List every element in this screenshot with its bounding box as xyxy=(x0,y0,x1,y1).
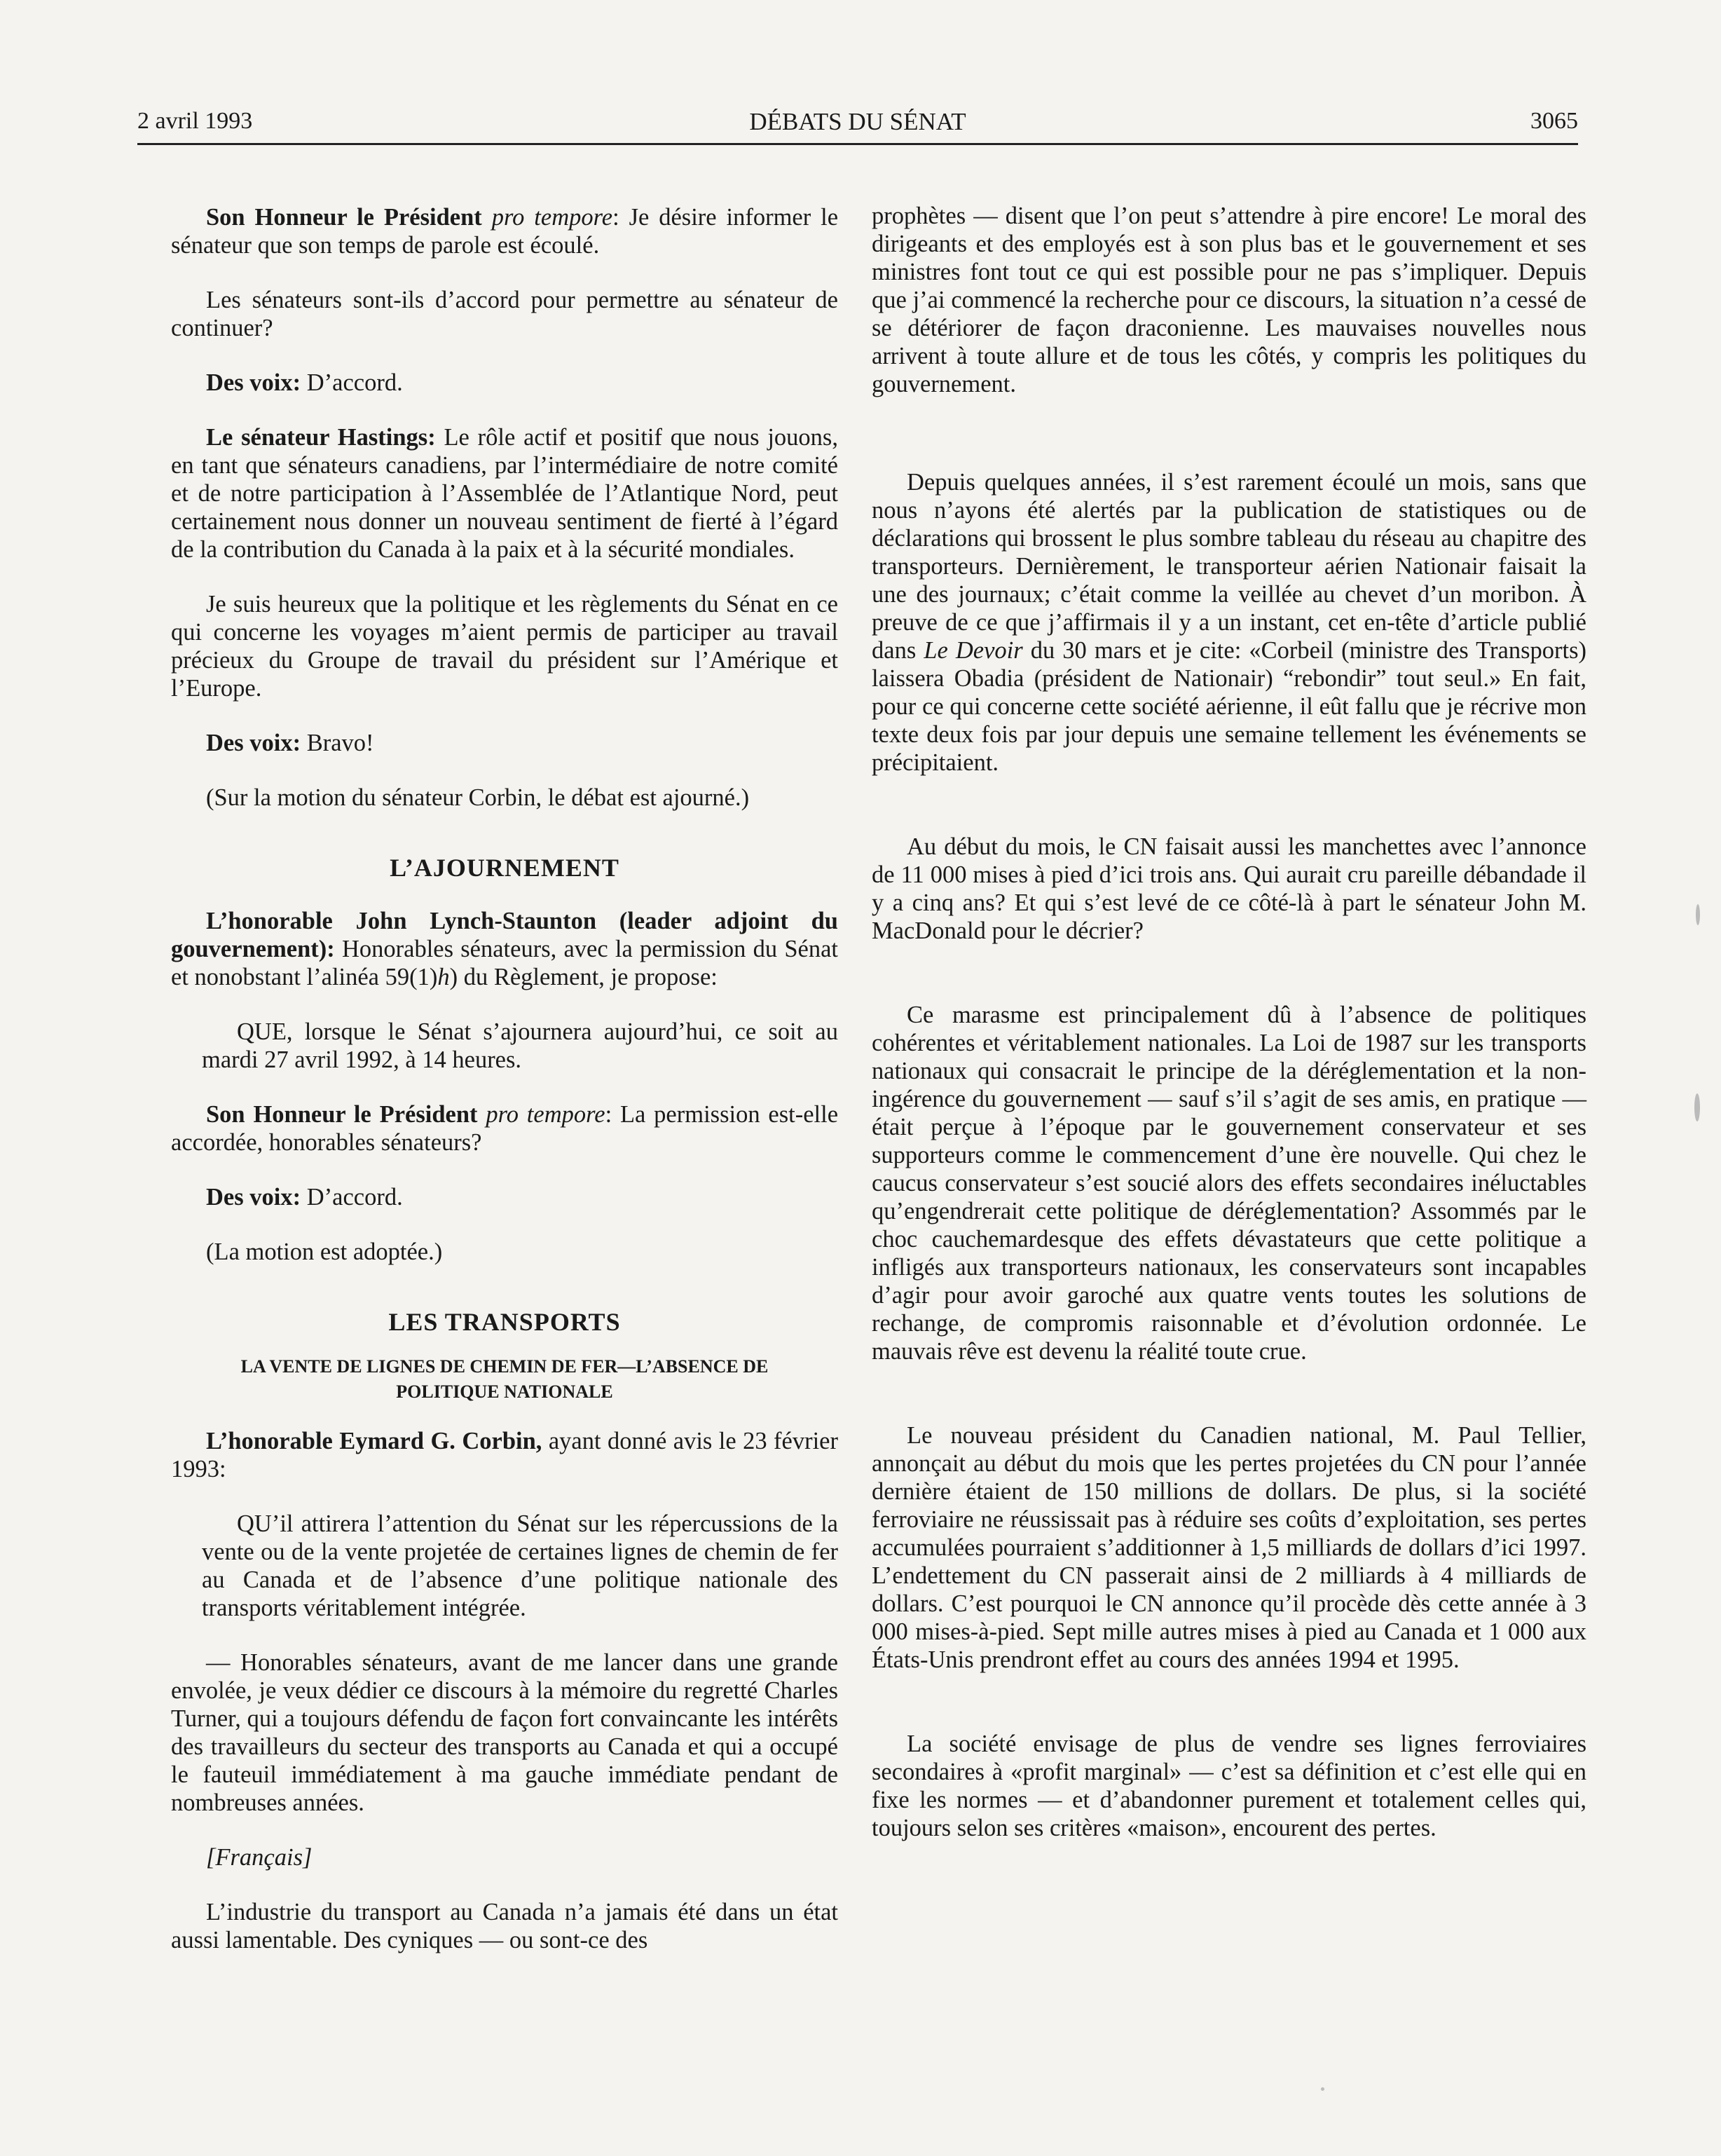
page-header xyxy=(137,108,1578,145)
paragraph xyxy=(872,468,1586,777)
speaker-name: L’honorable Eymard G. Corbin, xyxy=(206,1428,542,1454)
spacer xyxy=(872,777,1586,833)
header-date: 2 avril 1993 xyxy=(137,108,253,134)
paragraph xyxy=(171,907,838,991)
scan-speck xyxy=(1694,1093,1700,1121)
speaker-name: Des voix: xyxy=(206,369,301,396)
paragraph-text: ) du Règlement, je propose: xyxy=(449,964,718,990)
speaker-name: Des voix: xyxy=(206,730,301,756)
paragraph xyxy=(171,1427,838,1483)
language-tag xyxy=(171,1843,838,1871)
header-title: DÉBATS DU SÉNAT xyxy=(749,108,966,135)
paragraph xyxy=(171,203,838,259)
italic-text: Le Devoir xyxy=(924,637,1023,664)
spacer xyxy=(872,1674,1586,1730)
italic-text: pro tempore xyxy=(491,204,613,231)
paragraph: Le nouveau président du Canadien national, M. Paul Tellier, annonçait au début du mois que les pertes projetées du CN pour l’année dernière étaient de 150 millions de dollars. De plus, si la société ferroviaire ne réussissait pas à réduire ses coûts d’exploitation, ses pertes accumulées pourraient s’additionner à 1,5 milliards de dollars d’ici 1997. L’endettement du CN passerait ainsi de 2 milliards à 4 milliards de dollars. C’est pourquoi le CN annonce qu’il procède dès cette année à 3 000 mises-à-pied. Sept mille autres mises à pied au Canada et 1 000 aux États-Unis prendront effet au cours des années 1994 et 1995. xyxy=(872,1422,1586,1673)
paragraph-text: D’accord. xyxy=(301,1184,403,1210)
paragraph-text: : La permission est-elle accordée, honorables sénateurs? xyxy=(171,1101,839,1156)
spacer xyxy=(872,945,1586,1001)
section-title-ajournement: L’AJOURNEMENT xyxy=(390,854,619,882)
header-page-number: 3065 xyxy=(1530,108,1578,134)
paragraph: Les sénateurs sont-ils d’accord pour permettre au sénateur de continuer? xyxy=(171,287,838,341)
italic-text: h xyxy=(437,964,450,990)
paragraph: (La motion est adoptée.) xyxy=(206,1239,443,1265)
scan-speck xyxy=(1321,2087,1324,2091)
paragraph: (Sur la motion du sénateur Corbin, le débat est ajourné.) xyxy=(206,784,750,811)
scan-speck xyxy=(1696,904,1700,925)
paragraph xyxy=(171,1183,838,1211)
paragraph-text: D’accord. xyxy=(301,369,403,396)
speaker-name: Des voix: xyxy=(206,1184,301,1210)
paragraph-text: Honorables sénateurs, avec la permission du Sénat et nonobstant l’alinéa 59(1) xyxy=(171,936,838,990)
paragraph-text: ayant donné avis le 23 février 1993: xyxy=(171,1428,838,1482)
speaker-name: Le sénateur Hastings: xyxy=(206,424,436,451)
paragraph xyxy=(171,1100,838,1157)
paragraph: — Honorables sénateurs, avant de me lancer dans une grande envolée, je veux dédier ce discours à la mémoire du regretté Charles Turner, qui a toujours défendu de façon fort convaincante les intérêts des travailleurs du secteur des transports au Canada et qui a occupé le fauteuil immédiatement à ma gauche immédiate pendant de nombreuses années. xyxy=(171,1649,838,1816)
paragraph xyxy=(171,423,838,564)
quote-text: QUE, lorsque le Sénat s’ajournera aujourd’hui, ce soit au mardi 27 avril 1992, à 14 heures. xyxy=(202,1018,838,1073)
paragraph: La société envisage de plus de vendre ses lignes ferroviaires secondaires à «profit marginal» — c’est sa définition et c’est elle qui en fixe les normes — et d’abandonner purement et totalement celles qui, toujours selon ses critères «maison», encourent des pertes. xyxy=(872,1731,1586,1841)
spacer xyxy=(872,398,1586,468)
paragraph-text: Depuis quelques années, il s’est rarement écoulé un mois, sans que nous n’ayons été alertés par la publication de statistiques ou de déclarations qui brossent le plus sombre tableau du réseau au chapitre des transporteurs. Dernièrement, le transporteur aérien Nationair faisait la une des journaux; c’était comme la veillée au chevet d’un moribon. À preuve de ce que j’affirmais il y a un instant, cet en-tête d’article publié dans xyxy=(872,469,1586,664)
paragraph xyxy=(171,729,838,757)
quote-text: QU’il attirera l’attention du Sénat sur les répercussions de la vente ou de la vente projetée de certaines lignes de chemin de fer au Canada et de l’absence d’une politique nationale des transports véritablement intégrée. xyxy=(202,1510,838,1621)
section-title-transports: LES TRANSPORTS xyxy=(388,1308,621,1336)
paragraph-text: Bravo! xyxy=(301,730,374,756)
italic-text: pro tempore xyxy=(486,1101,605,1128)
spacer xyxy=(872,1365,1586,1421)
paragraph-text: : Je désire informer le sénateur que son temps de parole est écoulé. xyxy=(171,204,839,259)
paragraph-text: du 30 mars et je cite: «Corbeil (ministre des Transports) laissera Obadia (président de Nationair) “rebondir” tout seul.» En fait, pour ce qui concerne cette société aérienne, il eût fallu que je récrive mon texte deux fois par jour depuis une semaine tellement les événements se précipitaient. xyxy=(872,637,1586,776)
paragraph: Ce marasme est principalement dû à l’absence de politiques cohérentes et véritablement nationales. La Loi de 1987 sur les transports nationaux qui consacrait le principe de la déréglementation et la non-ingérence du gouvernement — sauf s’il s’agit de ses amis, en pratique — était perçue à l’époque par le gouvernement conservateur et ses supporteurs comme le commencement d’une ère nouvelle. Qui chez le caucus conservateur s’est soucié alors des effets secondaires inéluctables qu’engendrerait cette politique de déréglementation? Assommés par le choc cauchemardesque des effets dévastateurs que cette politique a infligés aux transporteurs nationaux, les conservateurs sont incapables d’agir pour avoir garoché aux quatre vents toutes les solutions de rechange, de compromis raisonnable et d’évolution ordonnée. Le mauvais rêve est devenu la réalité toute crue. xyxy=(872,1002,1586,1365)
left-column xyxy=(171,203,838,1981)
right-column xyxy=(872,202,1586,1842)
paragraph xyxy=(171,369,838,397)
notice-quote xyxy=(171,1510,838,1622)
paragraph-text: Le rôle actif et positif que nous jouons, en tant que sénateurs canadiens, par l’intermédiaire de notre comité et de notre participation à l’Assemblée de l’Atlantique Nord, peut certainement nous donner un nouveau sentiment de fierté à l’égard de la contribution du Canada à la paix et à la sécurité mondiales. xyxy=(171,424,838,563)
paragraph: prophètes — disent que l’on peut s’attendre à pire encore! Le moral des dirigeants et des employés est à son plus bas et le gouvernement et ses ministres font tout ce qui est possible pour ne pas s’impliquer. Depuis que j’ai commencé la recherche pour ce discours, la situation n’a cessé de se détériorer de façon draconienne. Les mauvaises nouvelles nous arrivent à toute allure et de tous les côtés, y compris les politiques du gouvernement. xyxy=(872,203,1586,397)
paragraph: L’industrie du transport au Canada n’a jamais été dans un état aussi lamentable. Des cyniques — ou sont-ce des xyxy=(171,1899,838,1953)
motion-quote xyxy=(171,1018,838,1074)
italic-text: [Français] xyxy=(206,1844,313,1871)
subsection-title: LA VENTE DE LIGNES DE CHEMIN DE FER—L’ABSENCE DE POLITIQUE NATIONALE xyxy=(240,1356,769,1402)
speaker-name: Son Honneur le Président xyxy=(206,1101,478,1128)
speaker-name: L’honorable John Lynch-Staunton (leader adjoint du gouvernement): xyxy=(171,908,838,962)
speaker-name: Son Honneur le Président xyxy=(206,204,482,231)
paragraph: Je suis heureux que la politique et les règlements du Sénat en ce qui concerne les voyages m’aient permis de participer au travail précieux du Groupe de travail du président sur l’Amérique et l’Europe. xyxy=(171,591,838,702)
paragraph: Au début du mois, le CN faisait aussi les manchettes avec l’annonce de 11 000 mises à pied d’ici trois ans. Qui aurait cru pareille débandade il y a cinq ans? Et qui s’est levé de ce côté-là à part le sénateur John M. MacDonald pour le décrier? xyxy=(872,833,1586,944)
